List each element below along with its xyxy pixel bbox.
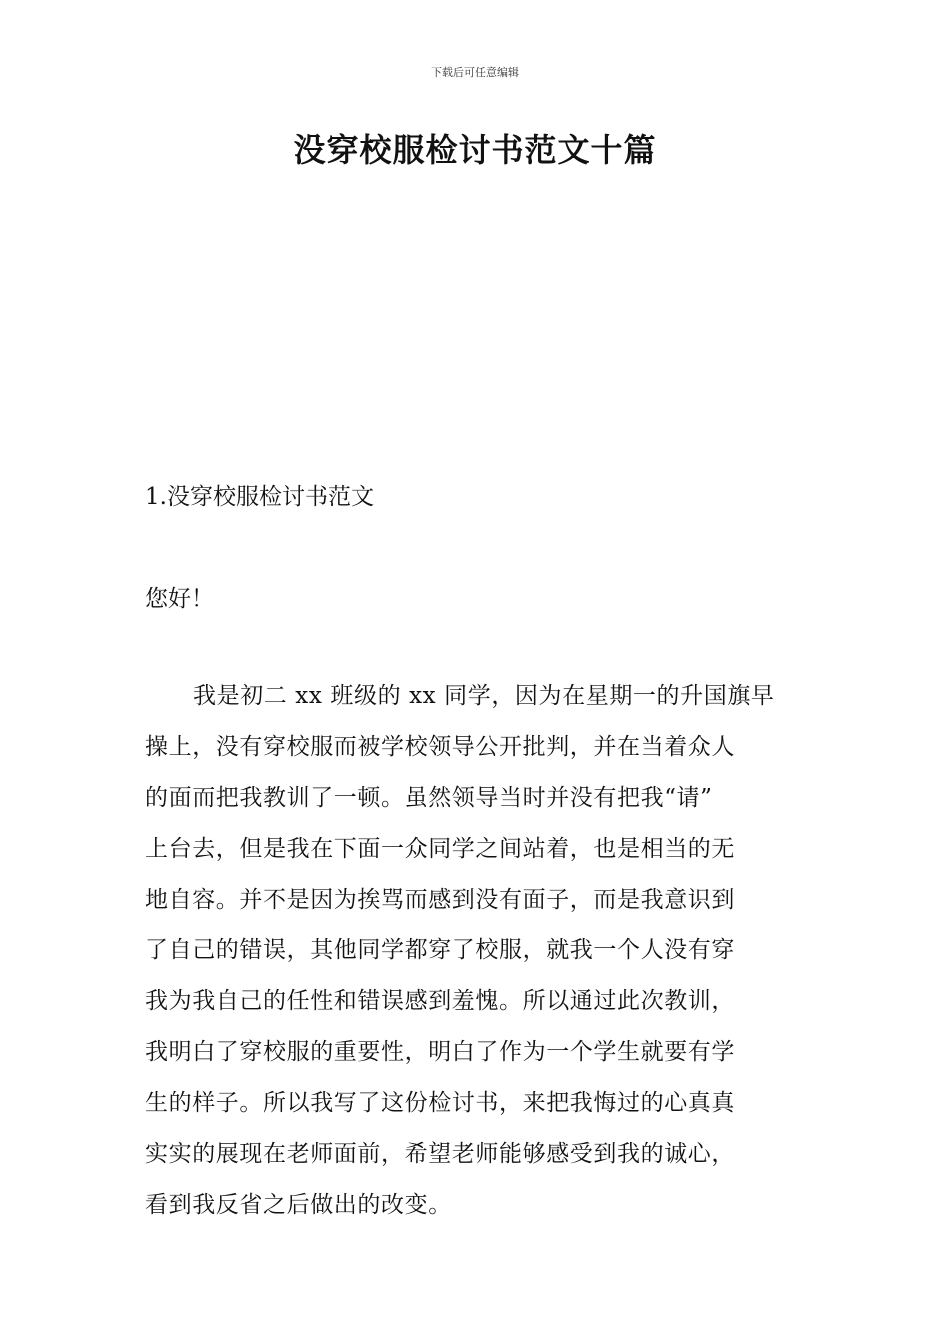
document-title: 没穿校服检讨书范文十篇	[293, 131, 657, 169]
paragraph-line: 地自容。并不是因为挨骂而感到没有面子，而是我意识到	[145, 886, 735, 913]
paragraph-line: 了自己的错误，其他同学都穿了校服，就我一个人没有穿	[145, 937, 735, 964]
paragraph-line: 的面而把我教训了一顿。虽然领导当时并没有把我“请”	[145, 784, 713, 811]
page-header-note: 下载后可任意编辑	[431, 66, 519, 79]
paragraph-line: 我为我自己的任性和错误感到羞愧。所以通过此次教训，	[145, 988, 735, 1015]
paragraph-line: 操上，没有穿校服而被学校领导公开批判，并在当着众人	[145, 733, 735, 760]
paragraph-line: 我是初二 xx 班级的 xx 同学，因为在星期一的升国旗早	[193, 683, 775, 709]
body-paragraph	[145, 679, 809, 1239]
paragraph-line: 看到我反省之后做出的改变。	[145, 1191, 452, 1218]
paragraph-line: 上台去，但是我在下面一众同学之间站着，也是相当的无	[145, 835, 735, 862]
section-heading: 1.没穿校服检讨书范文	[145, 484, 374, 510]
paragraph-line: 实实的展现在老师面前，希望老师能够感受到我的诚心，	[145, 1141, 735, 1168]
paragraph-line: 生的样子。所以我写了这份检讨书，来把我悔过的心真真	[145, 1090, 735, 1117]
salutation: 您好！	[145, 586, 214, 612]
paragraph-line: 我明白了穿校服的重要性，明白了作为一个学生就要有学	[145, 1039, 735, 1066]
